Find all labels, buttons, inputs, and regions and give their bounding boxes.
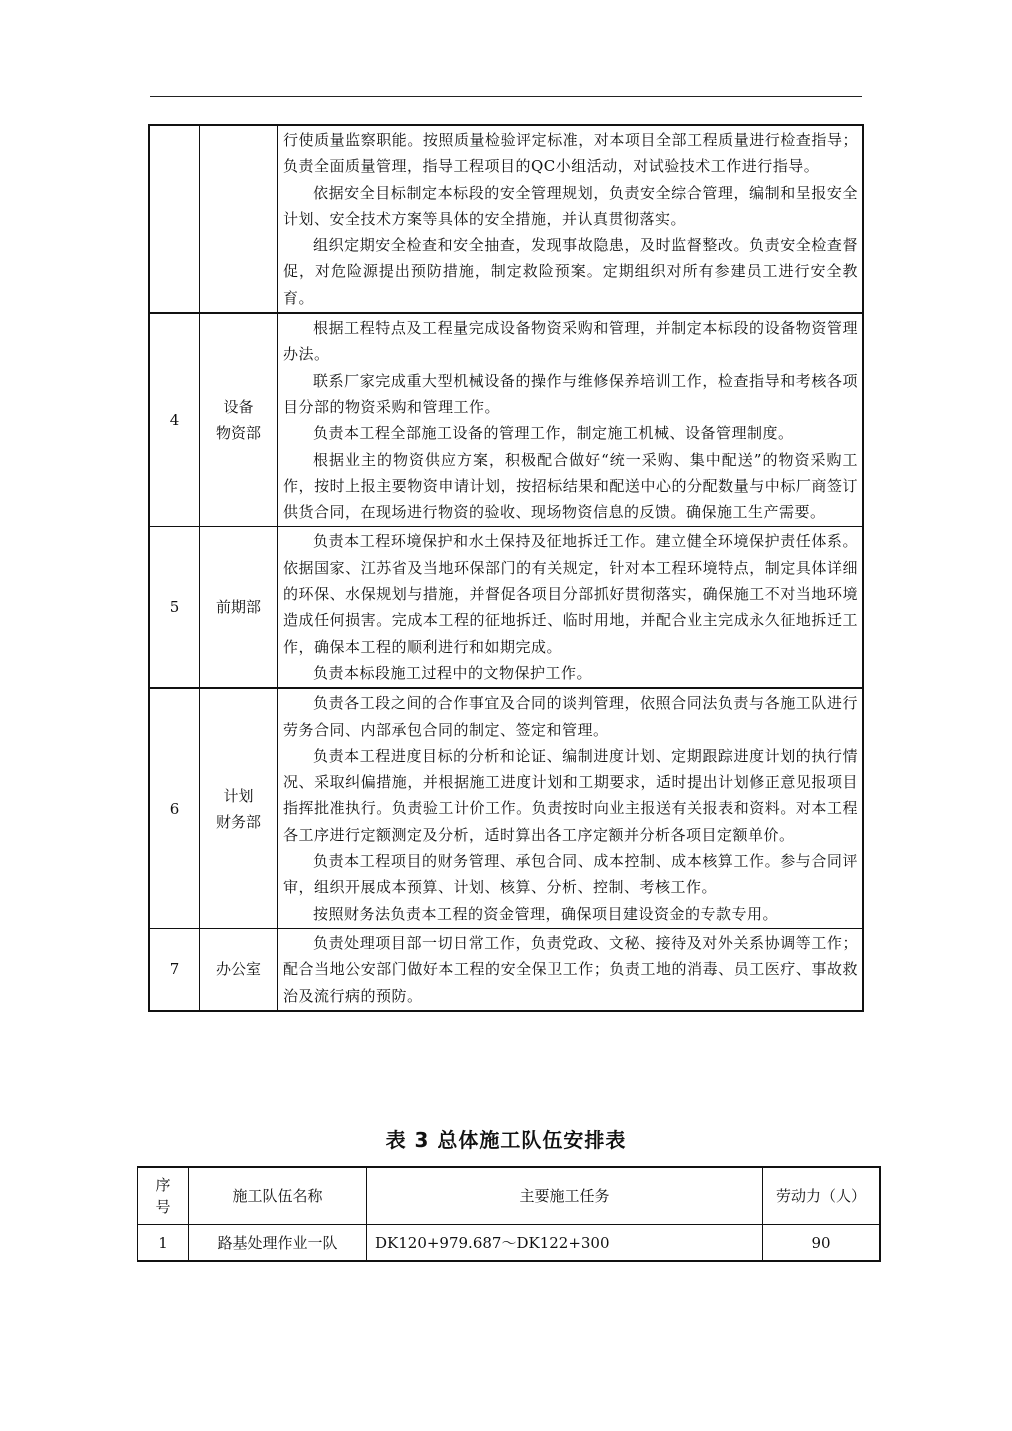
row-number: 6 bbox=[149, 688, 200, 928]
department-duties bbox=[278, 527, 864, 688]
table3-title: 表 3 总体施工队伍安排表 bbox=[385, 1128, 627, 1152]
header-team-name: 施工队伍名称 bbox=[189, 1167, 367, 1225]
responsibility-row bbox=[149, 313, 863, 527]
row-number: 7 bbox=[149, 928, 200, 1010]
duty-paragraph: 联系厂家完成重大型机械设备的操作与维修保养培训工作，检查指导和考核各项目分部的物资采购和管理工作。 bbox=[283, 371, 858, 416]
department-name bbox=[200, 313, 278, 527]
department-duties bbox=[278, 313, 864, 527]
header-main-task: 主要施工任务 bbox=[367, 1167, 763, 1225]
department-name-line: 办公室 bbox=[215, 960, 261, 979]
department-name bbox=[200, 527, 278, 688]
department-name bbox=[200, 125, 278, 313]
team-table-header-row bbox=[138, 1167, 881, 1225]
team-row bbox=[138, 1225, 881, 1262]
duty-paragraph: 负责本工程进度目标的分析和论证、编制进度计划、定期跟踪进度计划的执行情况、采取纠偏措施，并根据施工进度计划和工期要求，适时提出计划修正意见报项目指挥批准执行。负责验工计价工作。负责按时向业主报送有关报表和资料。对本工程各工序进行定额测定及分析，适时算出各工序定额并分析各项目定额单价。 bbox=[283, 746, 858, 844]
department-name-line: 计划 bbox=[223, 786, 254, 805]
department-name-line: 物资部 bbox=[215, 424, 261, 443]
department-name bbox=[200, 928, 278, 1010]
department-responsibility-table bbox=[148, 124, 864, 1012]
department-name-line: 前期部 bbox=[215, 598, 261, 617]
duty-paragraph: 负责本工程全部施工设备的管理工作，制定施工机械、设备管理制度。 bbox=[313, 424, 794, 443]
team-table-body bbox=[138, 1225, 881, 1262]
responsibility-row bbox=[149, 527, 863, 688]
department-duties bbox=[278, 928, 864, 1010]
header-serial-number-line2: 号 bbox=[155, 1198, 171, 1216]
duty-paragraph: 组织定期安全检查和安全抽查，发现事故隐患，及时监督整改。负责安全检查督促，对危险源提出预防措施，制定救险预案。定期组织对所有参建员工进行安全教育。 bbox=[283, 236, 858, 307]
team-serial-number: 1 bbox=[138, 1225, 189, 1262]
duty-paragraph: 依据安全目标制定本标段的安全管理规划，负责安全综合管理，编制和呈报安全计划、安全技术方案等具体的安全措施，并认真贯彻落实。 bbox=[283, 183, 858, 228]
row-number bbox=[149, 125, 200, 313]
duty-paragraph: 负责本工程环境保护和水土保持及征地拆迁工作。建立健全环境保护责任体系。依据国家、江苏省及当地环保部门的有关规定，针对本工程环境特点，制定具体详细的环保、水保规划与措施，并督促各项目分部抓好贯彻落实，确保施工不对当地环境造成任何损害。完成本工程的征地拆迁、临时用地，并配合业主完成永久征地拆迁工作，确保本工程的顺利进行和如期完成。 bbox=[283, 532, 858, 656]
duty-paragraph: 按照财务法负责本工程的资金管理，确保项目建设资金的专款专用。 bbox=[313, 904, 779, 923]
row-number: 5 bbox=[149, 527, 200, 688]
department-duties bbox=[278, 125, 864, 313]
responsibility-row bbox=[149, 928, 863, 1010]
duty-paragraph: 负责本工程项目的财务管理、承包合同、成本控制、成本核算工作。参与合同评审，组织开展成本预算、计划、核算、分析、控制、考核工作。 bbox=[283, 852, 858, 897]
duty-paragraph: 根据业主的物资供应方案，积极配合做好“统一采购、集中配送”的物资采购工作，按时上报主要物资申请计划，按招标结果和配送中心的分配数量与中标厂商签订供货合同，在现场进行物资的验收、现场物资信息的反馈。确保施工生产需要。 bbox=[283, 450, 858, 522]
duty-paragraph: 负责各工段之间的合作事宜及合同的谈判管理，依照合同法负责与各施工队进行劳务合同、内部承包合同的制定、签定和管理。 bbox=[283, 694, 858, 739]
department-duties bbox=[278, 688, 864, 928]
responsibility-table-body bbox=[149, 125, 863, 1011]
duty-paragraph: 负责处理项目部一切日常工作，负责党政、文秘、接待及对外关系协调等工作；配合当地公安部门做好本工程的安全保卫工作；负责工地的消毒、员工医疗、事故救治及流行病的预防。 bbox=[283, 933, 858, 1005]
construction-team-table bbox=[137, 1166, 881, 1262]
department-name-line: 设备 bbox=[223, 398, 254, 417]
duty-paragraph: 根据工程特点及工程量完成设备物资采购和管理，并制定本标段的设备物资管理办法。 bbox=[283, 319, 858, 364]
duty-paragraph: 负责本标段施工过程中的文物保护工作。 bbox=[313, 663, 593, 682]
team-main-task: DK120+979.687～DK122+300 bbox=[367, 1225, 763, 1262]
header-labor: 劳动力（人） bbox=[763, 1167, 881, 1225]
responsibility-row bbox=[149, 688, 863, 928]
header-serial-number bbox=[138, 1167, 189, 1225]
responsibility-row bbox=[149, 125, 863, 313]
row-number: 4 bbox=[149, 313, 200, 527]
duty-paragraph: 行使质量监察职能。按照质量检验评定标准，对本项目全部工程质量进行检查指导；负责全面质量管理，指导工程项目的QC小组活动，对试验技术工作进行指导。 bbox=[283, 131, 858, 176]
team-name: 路基处理作业一队 bbox=[189, 1225, 367, 1262]
header-rule bbox=[150, 96, 862, 97]
department-name-line: 财务部 bbox=[215, 812, 261, 831]
department-name bbox=[200, 688, 278, 928]
team-labor: 90 bbox=[763, 1225, 881, 1262]
header-serial-number-line1: 序 bbox=[155, 1176, 171, 1194]
